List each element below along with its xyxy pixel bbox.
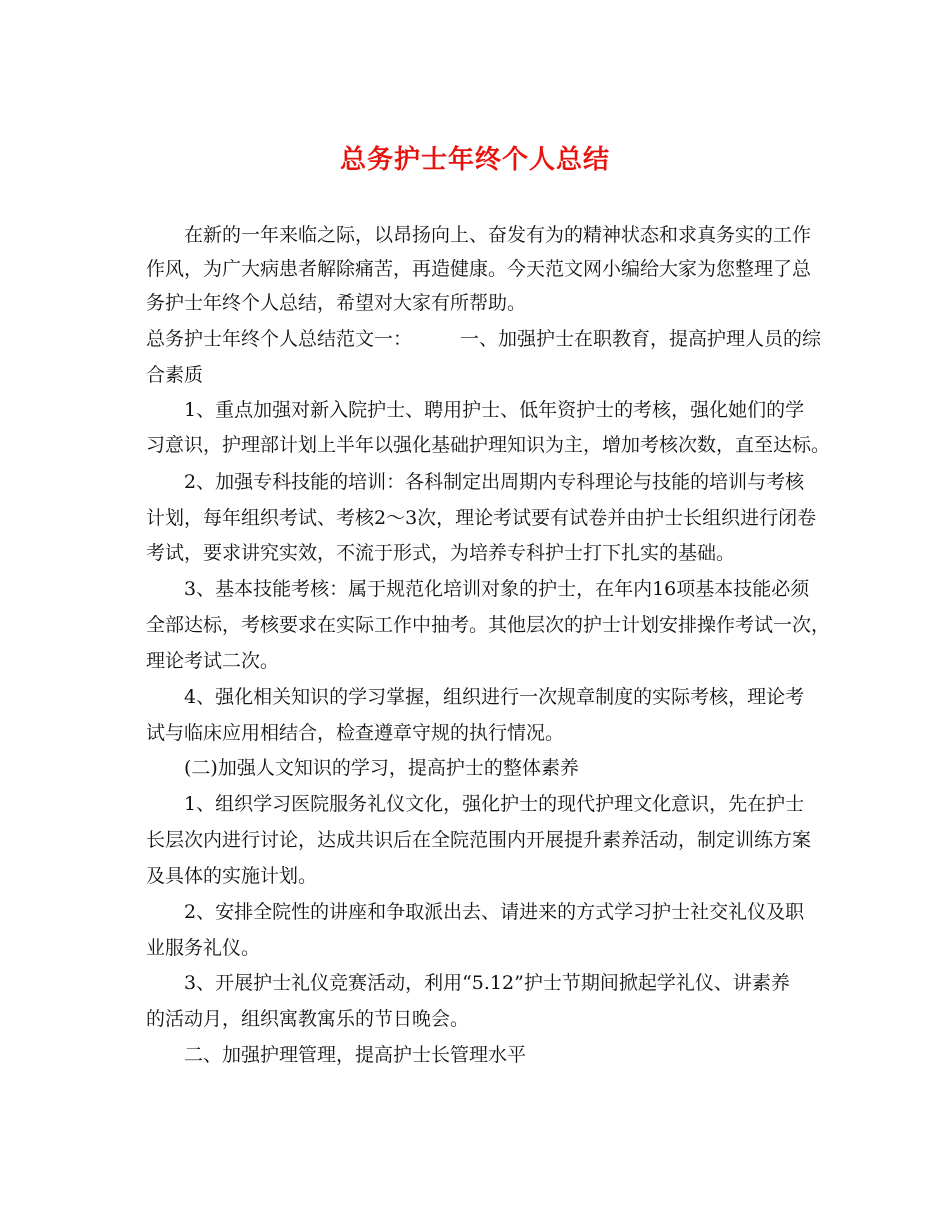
paragraph-line: 业服务礼仪。 — [146, 937, 261, 959]
paragraph-line: 2、加强专科技能的培训：各科制定出周期内专科理论与技能的培训与考核 — [184, 471, 805, 493]
subsection-heading: (二)加强人文知识的学习，提高护士的整体素养 — [184, 757, 579, 779]
paragraph-line: 务护士年终个人总结，希望对大家有所帮助。 — [146, 292, 527, 314]
paragraph-line: 考试，要求讲究实效，不流于形式，为培养专科护士打下扎实的基础。 — [146, 542, 736, 564]
paragraph-line: 作风，为广大病患者解除痛苦，再造健康。今天范文网小编给大家为您整理了总 — [146, 258, 812, 280]
paragraph-line: 在新的一年来临之际，以昂扬向上、奋发有为的精神状态和求真务实的工作 — [184, 224, 812, 246]
paragraph-line: 及具体的实施计划。 — [146, 865, 318, 887]
paragraph-line: 全部达标，考核要求在实际工作中抽考。其他层次的护士计划安排操作考试一次， — [146, 614, 831, 636]
paragraph-line: 3、基本技能考核：属于规范化培训对象的护士，在年内16项基本技能必须 — [184, 578, 810, 600]
section-heading-line — [146, 326, 821, 352]
paragraph-line: 1、重点加强对新入院护士、聘用护士、低年资护士的考核，强化她们的学 — [184, 399, 805, 421]
section-heading: 二、加强护理管理，提高护士长管理水平 — [184, 1044, 527, 1066]
paragraph-line: 2、安排全院性的讲座和争取派出去、请进来的方式学习护士社交礼仪及职 — [184, 901, 805, 923]
paragraph-line: 3、开展护士礼仪竞赛活动，利用“5.12”护士节期间掀起学礼仪、讲素养 — [184, 972, 790, 994]
paragraph-line: 的活动月，组织寓教寓乐的节日晚会。 — [146, 1008, 470, 1030]
sample-label: 总务护士年终个人总结范文一： — [146, 328, 413, 350]
paragraph-line: 习意识，护理部计划上半年以强化基础护理知识为主，增加考核次数，直至达标。 — [146, 434, 831, 456]
paragraph-line: 1、组织学习医院服务礼仪文化，强化护士的现代护理文化意识，先在护士 — [184, 793, 805, 815]
paragraph-line: 理论考试二次。 — [146, 650, 280, 672]
paragraph-line: 4、强化相关知识的学习掌握，组织进行一次规章制度的实际考核，理论考 — [184, 686, 805, 708]
paragraph-line: 试与临床应用相结合，检查遵章守规的执行情况。 — [146, 722, 565, 744]
paragraph-line: 合素质 — [146, 364, 204, 386]
document-title: 总务护士年终个人总结 — [339, 145, 610, 175]
section-heading: 一、加强护士在职教育，提高护理人员的综 — [460, 328, 822, 350]
paragraph-line: 长层次内进行讨论，达成共识后在全院范围内开展提升素养活动，制定训练方案 — [146, 829, 812, 851]
paragraph-line: 计划，每年组织考试、考核2～3次，理论考试要有试卷并由护士长组织进行闭卷 — [146, 507, 817, 529]
